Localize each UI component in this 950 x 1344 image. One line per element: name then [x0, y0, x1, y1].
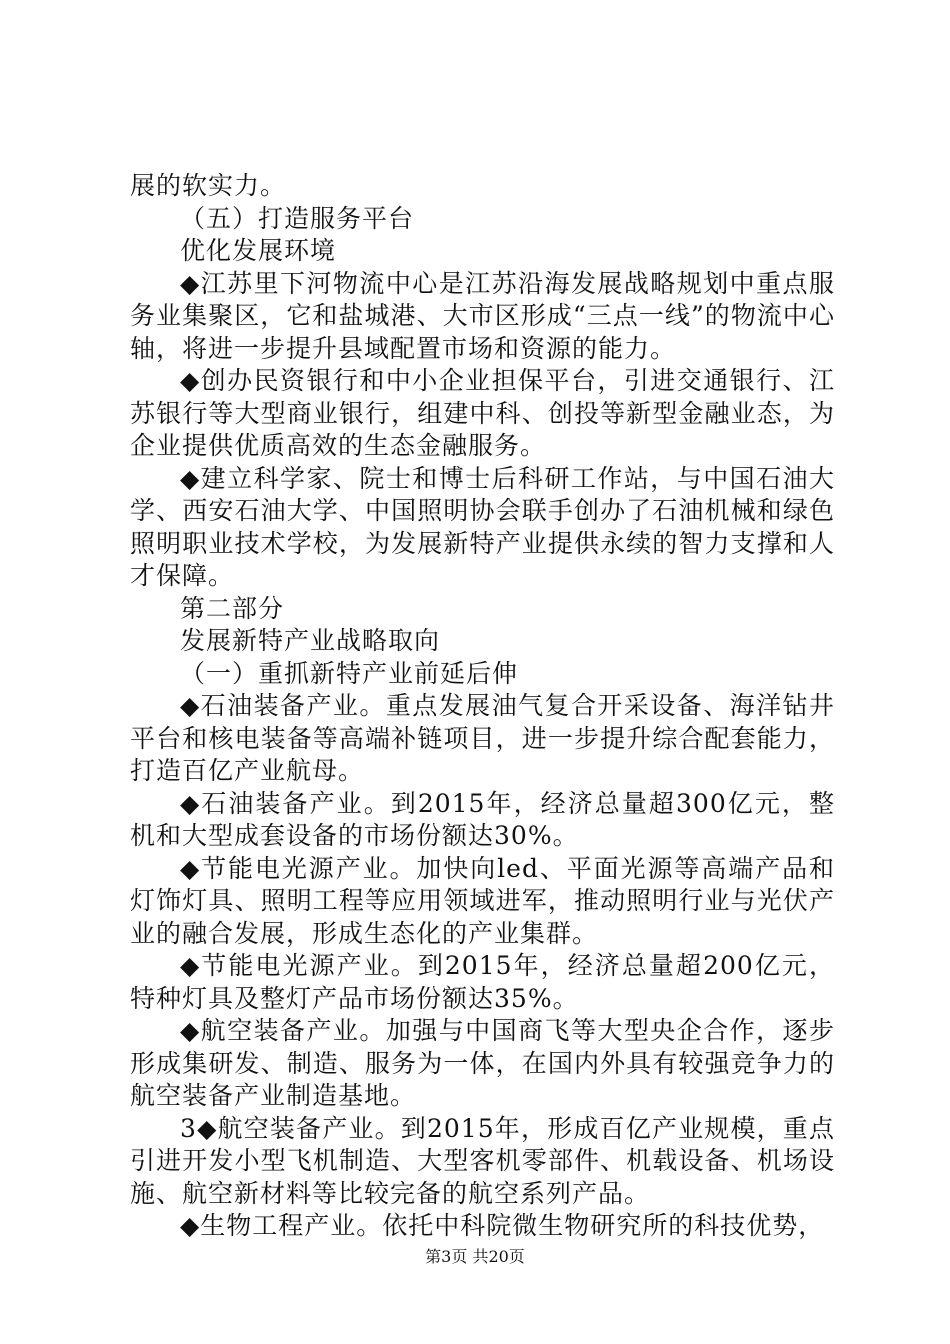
paragraph: ◆江苏里下河物流中心是江苏沿海发展战略规划中重点服务业集聚区，它和盐城港、大市区形成“三点一线”的物流中心轴，将进一步提升县域配置市场和资源的能力。 — [130, 268, 835, 363]
paragraph: ◆航空装备产业。加强与中国商飞等大型央企合作，逐步形成集研发、制造、服务为一体，在国内外具有较强竞争力的航空装备产业制造基地。 — [130, 1016, 835, 1110]
paragraph: ◆创办民资银行和中小企业担保平台，引进交通银行、江苏银行等大型商业银行，组建中科、创投等新型金融业态，为企业提供优质高效的生态金融服务。 — [130, 366, 835, 460]
paragraph: ◆节能电光源产业。到2015年，经济总量超200亿元，特种灯具及整灯产品市场份额达35%。 — [130, 951, 835, 1013]
paragraph: ◆节能电光源产业。加快向led、平面光源等高端产品和灯饰灯具、照明工程等应用领域进军，推动照明行业与光伏产业的融合发展，形成生态化的产业集群。 — [130, 853, 835, 948]
paragraph: 3◆航空装备产业。到2015年，形成百亿产业规模，重点引进开发小型飞机制造、大型客机零部件、机载设备、机场设施、航空新材料等比较完备的航空系列产品。 — [130, 1113, 835, 1208]
page-footer: 第3页 共20页 — [425, 1247, 525, 1266]
paragraph: 优化发展环境 — [180, 236, 337, 265]
document-body — [130, 170, 835, 1243]
paragraph: 发展新特产业战略取向 — [180, 626, 441, 655]
paragraph: ◆生物工程产业。依托中科院微生物研究所的科技优势， — [180, 1211, 825, 1240]
paragraph: （五）打造服务平台 — [180, 203, 415, 233]
paragraph: ◆石油装备产业。重点发展油气复合开采设备、海洋钻井平台和核电装备等高端补链项目，进一步提升综合配套能力，打造百亿产业航母。 — [130, 691, 835, 785]
paragraph: 第二部分 — [180, 593, 285, 623]
paragraph: ◆石油装备产业。到2015年，经济总量超300亿元，整机和大型成套设备的市场份额达30%。 — [130, 788, 835, 850]
paragraph: （一）重抓新特产业前延后伸 — [180, 658, 519, 688]
paragraph: 展的软实力。 — [130, 171, 287, 200]
paragraph: ◆建立科学家、院士和博士后科研工作站，与中国石油大学、西安石油大学、中国照明协会联手创办了石油机械和绿色照明职业技术学校，为发展新特产业提供永续的智力支撑和人才保障。 — [130, 463, 835, 590]
